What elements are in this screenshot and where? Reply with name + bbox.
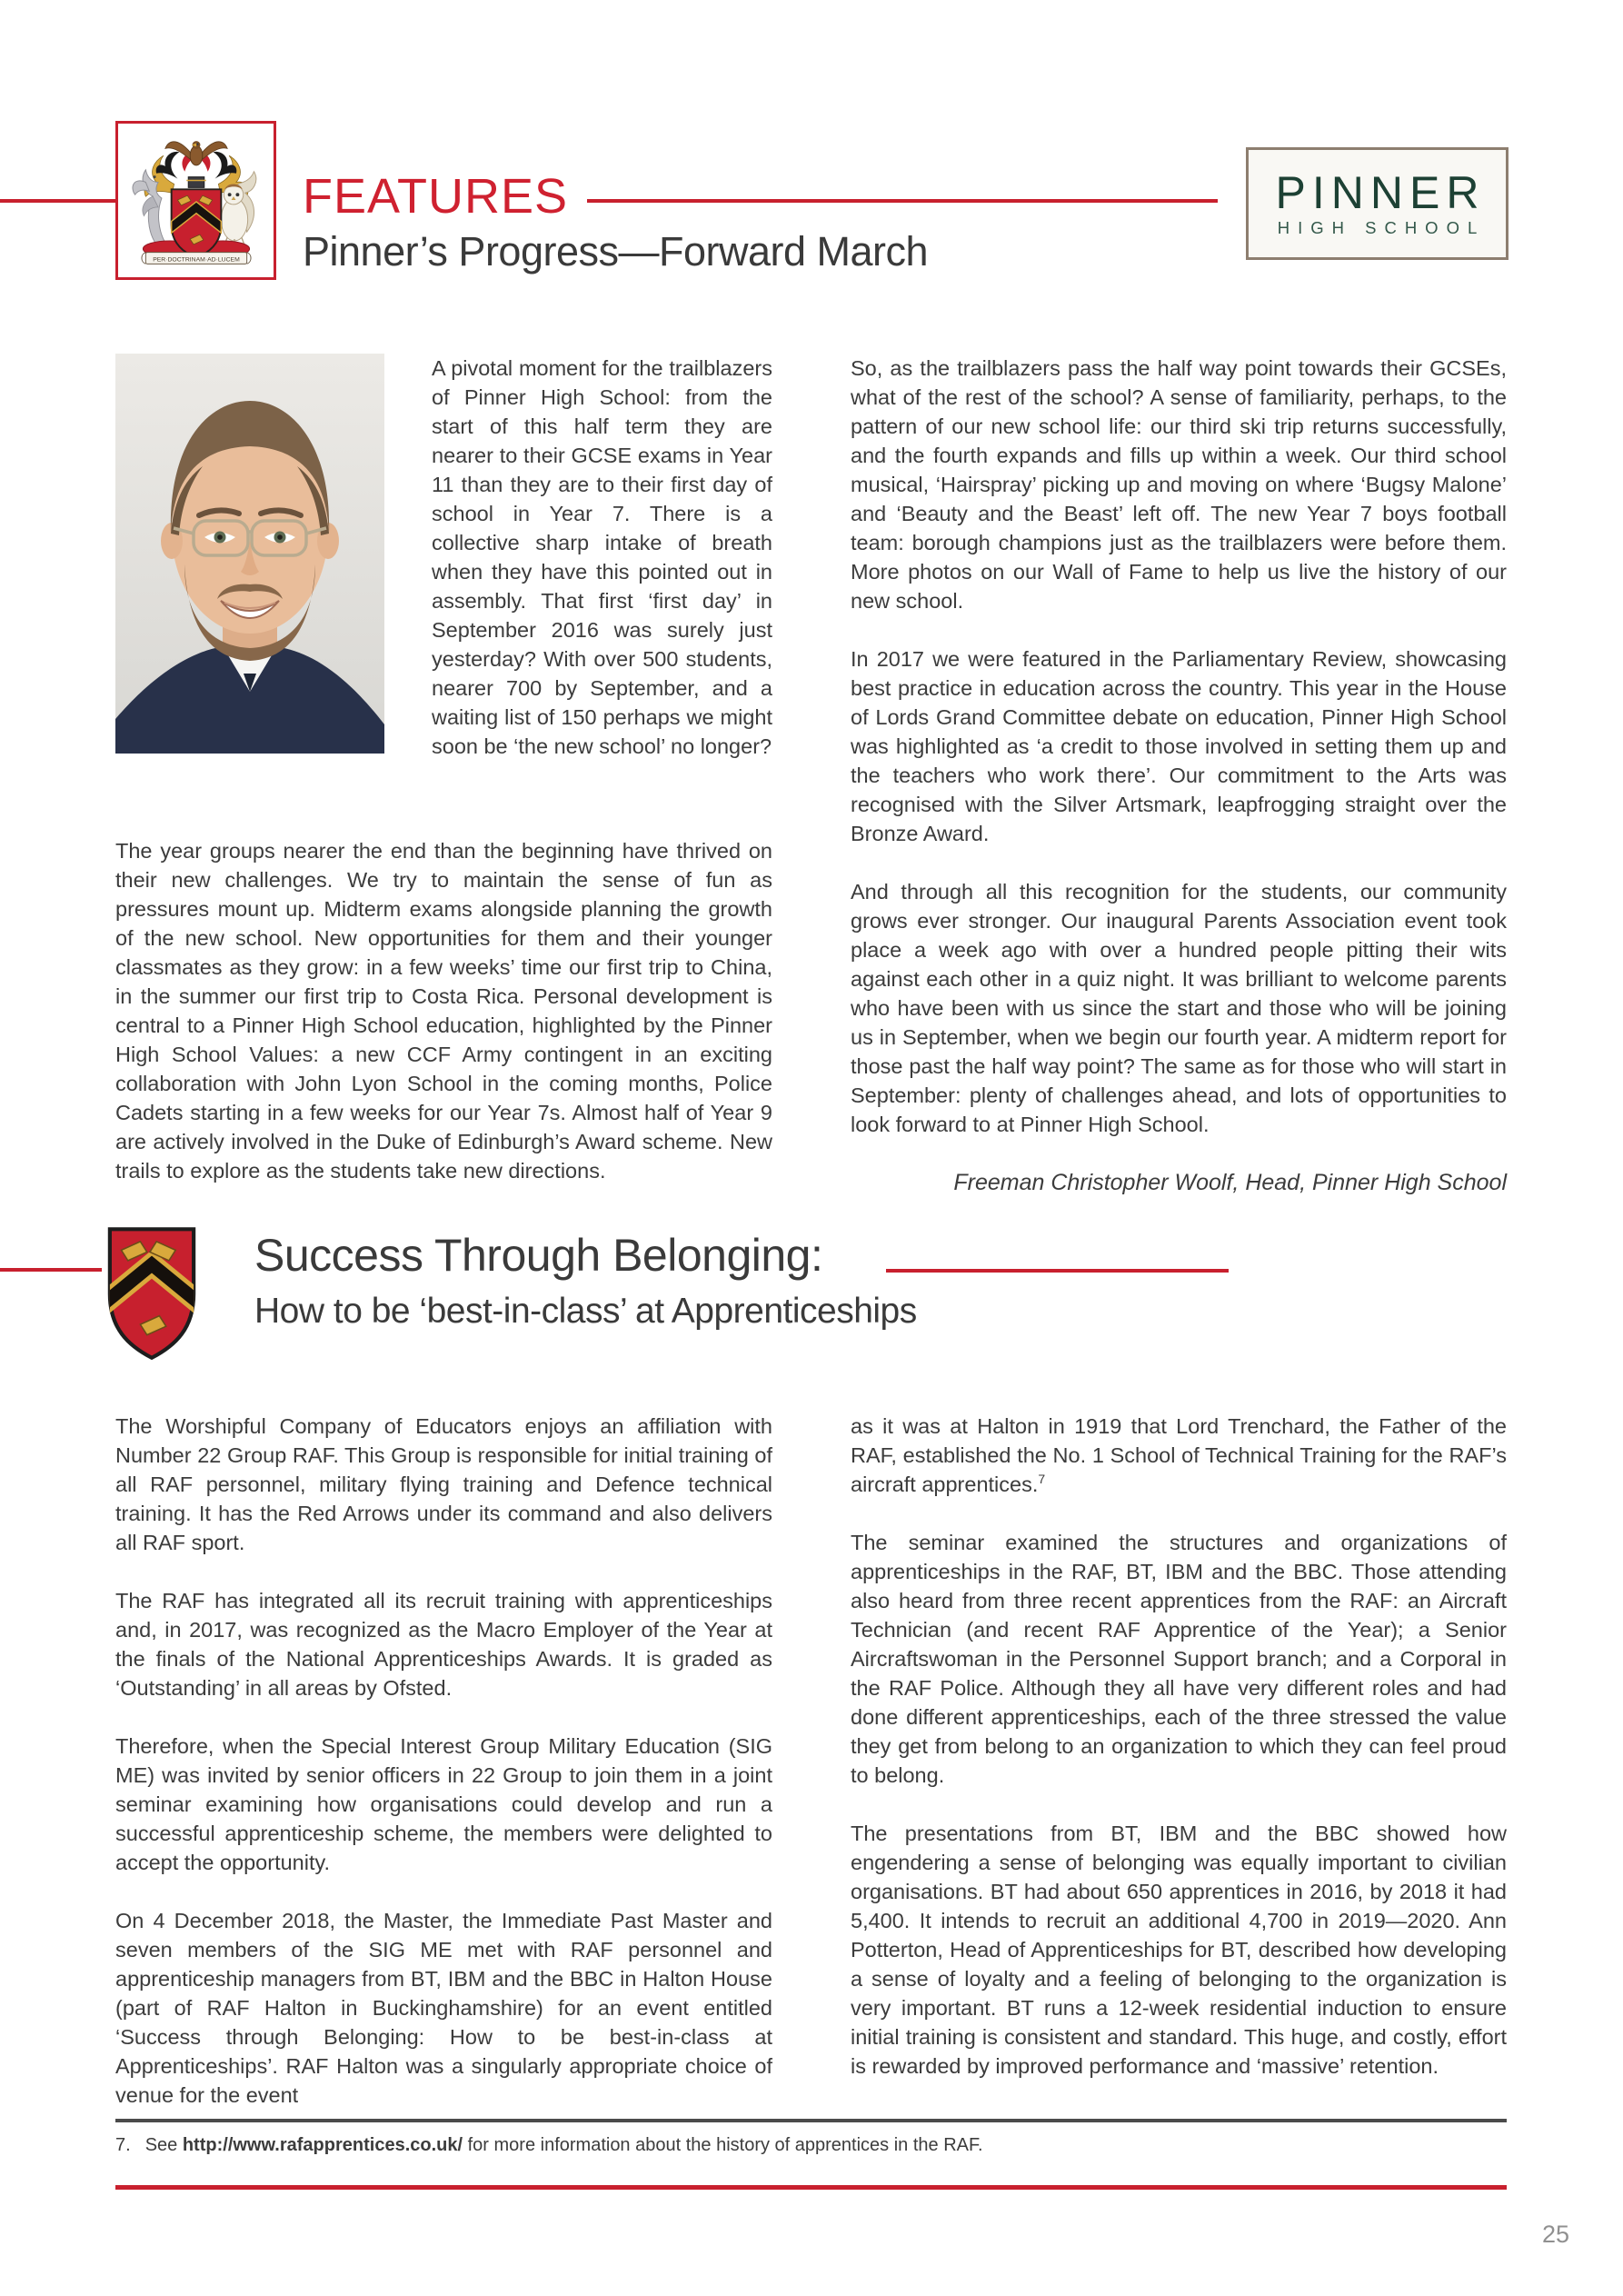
article2-left-paragraph: On 4 December 2018, the Master, the Immediate Past Master and seven members of the SIG ME met with RAF personnel and apprenticeship managers from BT, IBM and the BBC in Halton House (part of RAF Halton in Buckinghamshire) for an event entitled ‘Success through Belonging: How to be best-in-class at Apprenticeships’. RAF Halton was a singularly appropriate choice of venue for the event [115,1909,772,2107]
article2-right-paragraph: The seminar examined the structures and organizations of apprenticeships in the RAF, BT, IBM and the BBC. Those attending also heard from three recent apprentices from the RAF: an Aircraft Technician (and recent RAF Apprentice of the Year); a Senior Aircraftswoman in the Personnel Support branch; and a Corporal in the RAF Police. Although they all have very different roles and had done different apprenticeships, each of the three stressed the value they get from belong to an organization to which they can feel proud to belong. [851,1531,1507,1787]
header-rule-left [0,199,115,203]
article2-right-paragraph-text: as it was at Halton in 1919 that Lord Trenchard, the Father of the RAF, established the No. 1 School of Technical Training for the RAF’s aircraft apprentices. [851,1414,1507,1496]
school-logo-subtitle: HIGH SCHOOL [1277,218,1486,237]
header-rule-right [587,199,1218,203]
article1-left-column [115,354,772,1185]
article2-right-paragraph: The presentations from BT, IBM and the BBC showed how engendering a sense of belonging was equally important to civilian organisations. BT had about 650 apprentices in 2016, by 2018 it had 5,400. It intends to recruit an additional 4,700 in 2019—2020. Ann Potterton, Head of Apprenticeships for BT, described how developing a sense of loyalty and a feeling of belonging to the organization is very important. BT runs a 12-week residential induction to ensure initial training is consistent and standard. This huge, and costly, effort is rewarded by improved performance and ‘massive’ retention. [851,1822,1507,2078]
article2-left-paragraph: The RAF has integrated all its recruit training with apprenticeships and, in 2017, was recognized as the Macro Employer of the Year at the finals of the National Apprenticeships Awards. It is graded as ‘Outstanding’ in all areas by Ofsted. [115,1589,772,1700]
footnote-suffix: for more information about the history of apprentices in the RAF. [463,2135,983,2155]
article1-right-column [851,354,1507,1197]
article1-intro-paragraph: A pivotal moment for the trailblazers of Pinner High School: from the start of this half term they are nearer to their GCSE exams in Year 11 than they are to their first day of school in Year 7. There is a collective sharp intake of breath when they have this pointed out in assembly. That first ‘first day’ in September 2016 was surely just yesterday? With over 500 students, nearer 700 by September, and a waiting list of 150 perhaps we might soon be ‘the new school’ no longer? [432,356,772,758]
school-shield-icon [104,1223,200,1362]
footnote-number: 7. [115,2135,131,2155]
article2-left-column [115,1412,772,2110]
footnote [115,2133,1507,2157]
article1-title: Pinner’s Progress—Forward March [303,228,929,275]
article2-title: Success Through Belonging: [254,1230,823,1281]
article2-right-column [851,1412,1507,2081]
footnote-reference: 7 [1038,1472,1046,1487]
educators-crest-box [115,121,276,280]
article2-left-paragraph: The Worshipful Company of Educators enjoys an affiliation with Number 22 Group RAF. This Group is responsible for initial training of all RAF personnel, military flying training and Defence technical training. It has the Red Arrows under its command and also delivers all RAF sport. [115,1414,772,1554]
footer-rule [115,2185,1507,2190]
school-logo [1246,147,1508,260]
crest-motto: PER·DOCTRINAM·AD·LUCEM [152,255,240,263]
headteacher-photo [115,354,384,754]
section2-rule-right [886,1269,1229,1273]
footnote-divider-rule [115,2119,1507,2122]
article1-byline: Freeman Christopher Woolf, Head, Pinner High School [953,1170,1507,1195]
school-logo-name: PINNER [1275,167,1486,218]
footnote-url-link[interactable]: http://www.rafapprentices.co.uk/ [182,2135,463,2155]
section-label-features: FEATURES [303,169,569,224]
article1-left-paragraph: The year groups nearer the end than the beginning have thrived on their new challenges. We try to maintain the sense of fun as pressures mount up. Midterm exams alongside planning the growth of the new school. New opportunities for them and their younger classmates as they grow: in a few weeks’ time our first trip to China, in the summer our first trip to Costa Rica. Personal development is central to a Pinner High School education, highlighted by the Pinner High School Values: a new CCF Army contingent in an exciting collaboration with John Lyon School in the coming months, Police Cadets starting in a few weeks for our Year 7s. Almost half of Year 9 are actively involved in the Duke of Edinburgh’s Award scheme. New trails to explore as the students take new directions. [115,839,772,1183]
article1-right-paragraph: So, as the trailblazers pass the half way point towards their GCSEs, what of the rest of the school? A sense of familiarity, perhaps, to the pattern of our new school life: our third ski trip returns successfully, and the fourth expands and fills up within a week. Our third school musical, ‘Hairspray’ picking up and moving on where ‘Bugsy Malone’ and ‘Beauty and the Beast’ left off. The new Year 7 boys football team: borough champions just as the trailblazers were before them. More photos on our Wall of Fame to help us live the history of our new school. [851,356,1507,613]
article2-left-paragraph: Therefore, when the Special Interest Group Military Education (SIG ME) was invited by senior officers in 22 Group to join them in a joint seminar examining how organisations could develop and run a successful apprenticeship scheme, the members were delighted to accept the opportunity. [115,1734,772,1874]
article2-subtitle: How to be ‘best-in-class’ at Apprenticeships [254,1292,917,1331]
footnote-prefix: See [144,2135,183,2155]
section2-rule-left [0,1268,102,1272]
footnote-text [145,2133,983,2157]
article1-right-paragraph: And through all this recognition for the students, our community grows ever stronger. Our inaugural Parents Association event took place a week ago with over a hundred people pitting their wits against each other in a quiz night. It was brilliant to welcome parents who have been with us since the start and those who will be joining us in September, when we begin our fourth year. A midterm report for those past the half way point? The same as for those who will start in September: plenty of challenges ahead, and lots of opportunities to look forward to at Pinner High School. [851,880,1507,1136]
company-crest-icon [120,125,273,276]
article1-right-paragraph: In 2017 we were featured in the Parliamentary Review, showcasing best practice in education across the country. This year in the House of Lords Grand Committee debate on education, Pinner High School was highlighted as ‘a credit to those involved in setting them up and the teachers who work there’. Our commitment to the Arts was recognised with the Silver Artsmark, leapfrogging straight over the Bronze Award. [851,647,1507,845]
page-number: 25 [1542,2221,1570,2248]
article2-right-paragraph [851,1412,1507,1499]
